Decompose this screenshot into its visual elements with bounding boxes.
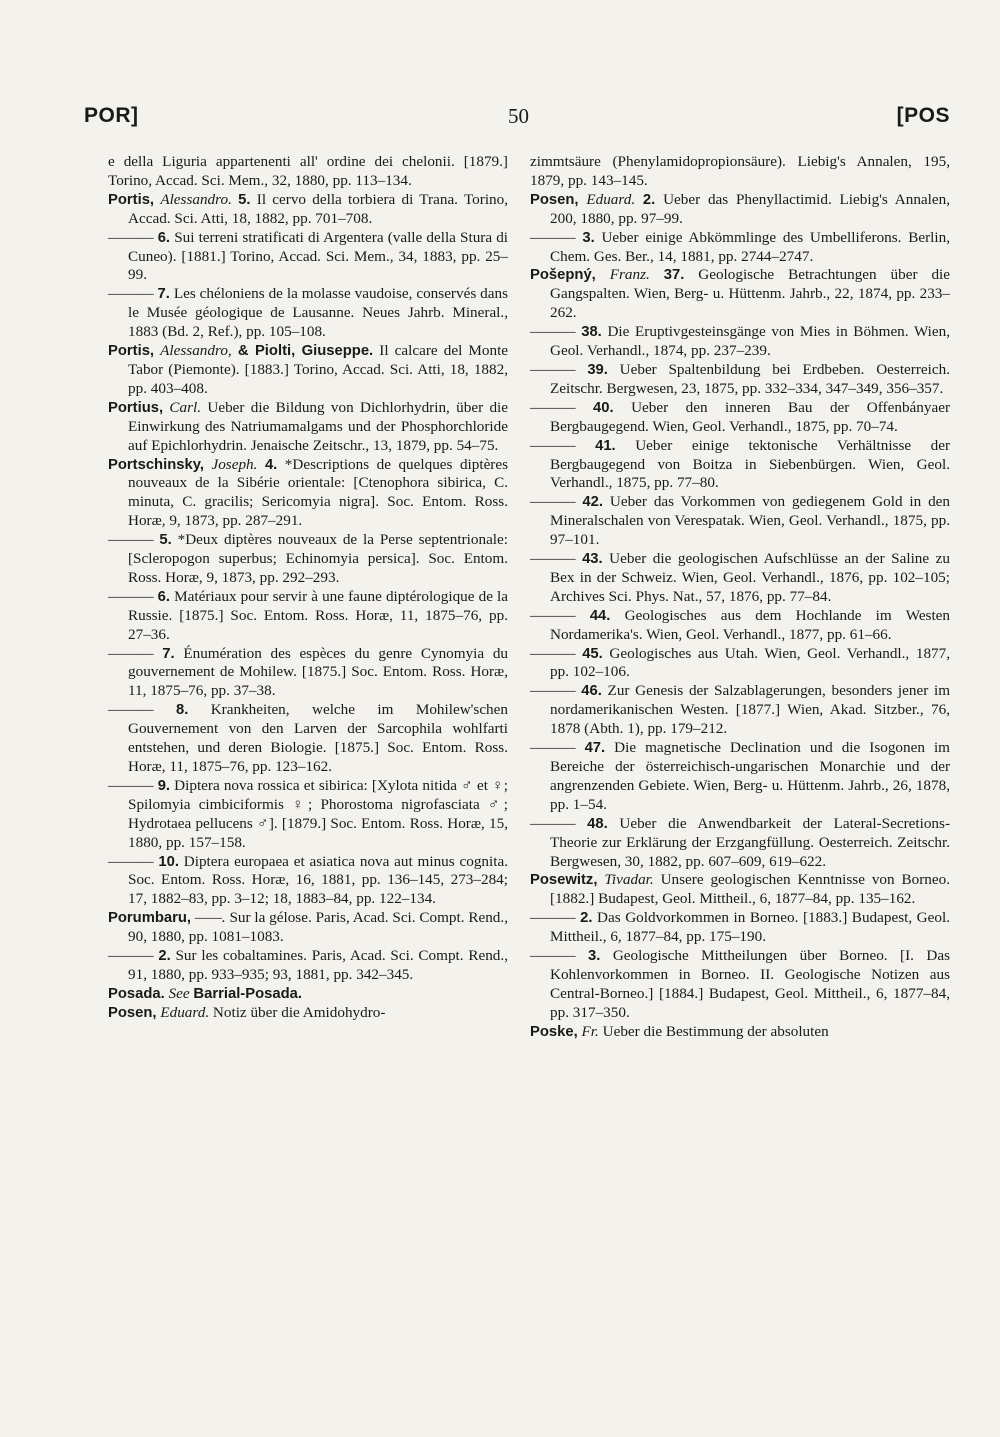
left-column: [108, 153, 508, 1023]
entry-ditto-dash: ———: [530, 360, 576, 378]
entry-number: 7.: [162, 645, 175, 662]
entry-number: 39.: [587, 361, 608, 378]
bibliography-entry: [530, 399, 950, 437]
entry-given-name: ——.: [194, 909, 226, 927]
entry-text: Krankheiten, welche im Mohilew'schen Gouvernement von den Larven der Sarcophila wohlfarti entstehen, und deren Biologie. [1875.] Soc. Entom. Ross. Horæ, 11, 1875–76, pp. 123–162.: [128, 701, 508, 775]
bibliography-entry: [108, 1004, 508, 1023]
entry-text: Die Eruptivgesteinsgänge von Mies in Böhmen. Wien, Geol. Verhandl., 1874, pp. 237–239.: [550, 323, 951, 360]
bibliography-entry: [530, 153, 950, 191]
entry-author: Poske,: [530, 1023, 578, 1040]
entry-ditto-dash: ———: [108, 852, 154, 870]
entry-given-name: Carl.: [169, 398, 202, 416]
entry-text: Geologische Mittheilungen über Borneo. [I. Das Kohlenvorkommen in Borneo. II. Geologische Notizen aus Central-Borneo.] [1884.] Budapest, Geol. Mittheil., 6, 1877–84, pp. 317–350.: [550, 947, 951, 1021]
entry-text: *Descriptions de quelques diptères nouveaux de la Sibérie orientale: [Ctenophora sibirica, C. minuta, C. gracilis; Sericomyia nigra]. Soc. Entom. Ross. Horæ, 9, 1873, pp. 287–291.: [128, 455, 509, 530]
entry-ditto-dash: ———: [530, 398, 576, 416]
entry-text: Sur la gélose. Paris, Acad. Sci. Compt. Rend., 90, 1880, pp. 1081–1083.: [128, 909, 508, 946]
entry-given-name: Alessandro.: [160, 190, 232, 208]
entry-text: Énumération des espèces du genre Cynomyia du gouvernement de Mohilew. [1875.] Soc. Entom. Ross. Horæ, 11, 1875–76, pp. 37–38.: [128, 644, 509, 700]
entry-author: Pošepný,: [530, 267, 596, 284]
entry-number: Barrial-Posada.: [193, 985, 302, 1002]
entry-number: 6.: [157, 588, 171, 605]
entry-number: 8.: [175, 702, 189, 719]
header-right-range: [POS: [896, 104, 950, 127]
entry-given-name: Tivadar.: [604, 871, 654, 889]
entry-number: 45.: [582, 645, 603, 662]
entry-number: 2.: [580, 910, 593, 927]
bibliography-entry: [108, 701, 508, 777]
entry-ditto-dash: ———: [108, 587, 154, 605]
entry-author: Portis,: [108, 343, 155, 360]
bibliography-entry: [108, 909, 508, 947]
entry-number: & Piolti, Giuseppe.: [237, 343, 374, 360]
entry-number: 3.: [582, 229, 595, 246]
entry-text: Matériaux pour servir à une faune diptérologique de la Russie. [1875.] Soc. Entom. Ross. Horæ, 11, 1875–76, pp. 27–36.: [128, 587, 509, 643]
entry-number: 3.: [588, 948, 601, 965]
bibliography-entry: [108, 777, 508, 853]
entry-ditto-dash: ———: [108, 285, 154, 303]
entry-ditto-dash: ———: [530, 493, 576, 511]
bibliography-entry: [530, 947, 950, 1023]
entry-ditto-dash: ———: [108, 531, 154, 549]
entry-given-name: Alessandro,: [160, 342, 232, 360]
entry-ditto-dash: ———: [530, 323, 576, 341]
entry-ditto-dash: ———: [530, 436, 576, 454]
entry-author: Posada.: [108, 985, 165, 1002]
entry-text: Diptera europaea et asiatica nova aut minus cognita. Soc. Entom. Ross. Horæ, 16, 1881, pp. 136–145, 273–284; 17, 1882–83, pp. 3–12; 18, 1883–84, pp. 122–134.: [128, 852, 508, 908]
bibliography-entry: [108, 342, 508, 399]
bibliography-entry: [108, 588, 508, 645]
bibliography-entry: [108, 947, 508, 985]
entry-ditto-dash: ———: [530, 550, 576, 568]
entry-author: Posen,: [530, 191, 579, 208]
entry-given-name: Eduard.: [160, 1003, 210, 1021]
bibliography-entry: [108, 285, 508, 342]
header-left-range: POR]: [84, 104, 139, 127]
entry-text: Les chéloniens de la molasse vaudoise, conservés dans le Musée géologique de Lausanne. Neues Jahrb. Mineral., 1883 (Bd. 2, Ref.), pp. 105–108.: [128, 285, 509, 341]
bibliography-entry: [108, 191, 508, 229]
entry-number: 2.: [642, 191, 656, 208]
entry-text: Ueber einige Abkömmlinge des Umbelliferons. Berlin, Chem. Ges. Ber., 14, 1881, pp. 2744–2747.: [550, 228, 950, 265]
bibliography-entry: [108, 853, 508, 910]
entry-ditto-dash: ———: [530, 814, 576, 832]
entry-number: 40.: [593, 399, 614, 416]
entry-text: Il cervo della torbiera di Trana. Torino, Accad. Sci. Atti, 18, 1882, pp. 701–708.: [128, 190, 509, 227]
page-number: 50: [508, 104, 529, 128]
entry-number: 4.: [264, 456, 278, 473]
bibliography-entry: [530, 437, 950, 494]
entry-given-name: See: [168, 984, 190, 1002]
bibliography-entry: [530, 682, 950, 739]
entry-number: 41.: [595, 437, 616, 454]
bibliography-entry: [108, 531, 508, 588]
entry-text: Geologisches aus dem Hochlande im Westen Nordamerika's. Wien, Geol. Verhandl., 1877, pp. 61–66.: [550, 606, 951, 643]
entry-ditto-dash: ———: [108, 947, 154, 965]
entry-text: Das Goldvorkommen in Borneo. [1883.] Budapest, Geol. Mittheil., 6, 1877–84, pp. 175–190.: [550, 909, 951, 946]
entry-text: Ueber einige tektonische Verhältnisse der Bergbaugegend von Boitza in Siebenbürgen. Wien, Geol. Verhandl., 1875, pp. 77–80.: [550, 436, 951, 492]
entry-author: Portis,: [108, 191, 155, 208]
bibliography-entry: [530, 361, 950, 399]
bibliography-entry: [530, 1023, 950, 1042]
entry-text: Ueber Spaltenbildung bei Erdbeben. Oesterreich. Zeitschr. Bergwesen, 23, 1875, pp. 332–334, 347–349, 356–357.: [550, 360, 951, 397]
bibliography-entry: [108, 985, 508, 1004]
entry-given-name: Franz.: [609, 266, 650, 284]
entry-text: Geologische Betrachtungen über die Gangspalten. Wien, Berg- u. Hüttenm. Jahrb., 22, 1874, pp. 233–262.: [550, 266, 951, 322]
entry-ditto-dash: ———: [530, 228, 576, 246]
entry-author: Posewitz,: [530, 872, 598, 889]
entry-ditto-dash: ———: [108, 701, 154, 719]
right-column: [530, 153, 950, 1042]
entry-text: Geologisches aus Utah. Wien, Geol. Verhandl., 1877, pp. 102–106.: [550, 644, 951, 681]
bibliography-entry: [530, 645, 950, 683]
entry-text: Ueber die Bestimmung der absoluten: [602, 1022, 829, 1040]
entry-given-name: Fr.: [581, 1022, 599, 1040]
bibliography-entry: [530, 607, 950, 645]
entry-number: 38.: [581, 324, 602, 341]
entry-number: 5.: [238, 191, 251, 208]
entry-number: 44.: [589, 607, 611, 624]
bibliography-entry: [108, 456, 508, 532]
entry-text: Ueber das Phenyllactimid. Liebig's Annalen, 200, 1880, pp. 97–99.: [550, 190, 951, 227]
bibliography-entry: [530, 493, 950, 550]
entry-ditto-dash: ———: [530, 947, 576, 965]
entry-author: Porumbaru,: [108, 910, 192, 927]
bibliography-entry: [108, 229, 508, 286]
entry-ditto-dash: ———: [530, 606, 576, 624]
entry-ditto-dash: ———: [108, 644, 154, 662]
entry-author: Posen,: [108, 1004, 157, 1021]
entry-given-name: Eduard.: [586, 190, 636, 208]
entry-number: 37.: [663, 267, 685, 284]
entry-number: 2.: [158, 948, 171, 965]
entry-text: Notiz über die Amidohydro-: [212, 1003, 386, 1021]
entry-text: Die magnetische Declination und die Isogonen im Bereiche der österreichisch-ungarischen Monarchie und der angrenzenden Gebiete. Wien, Berg- u. Hüttenm. Jahrb., 26, 1878, pp. 1–54.: [550, 739, 950, 813]
entry-text: Sui terreni stratificati di Argentera (valle della Stura di Cuneo). [1881.] Torino, Accad. Sci. Mem., 34, 1883, pp. 25–99.: [128, 228, 509, 284]
entry-text: Ueber die geologischen Aufschlüsse an der Saline zu Bex in der Schweiz. Wien, Geol. Verhandl., 1876, pp. 102–105; Archives Sci. Phys. Nat., 57, 1876, pp. 77–84.: [550, 550, 950, 605]
bibliography-entry: [530, 229, 950, 267]
bibliography-entry: [530, 815, 950, 872]
bibliography-entry: [530, 871, 950, 909]
bibliography-entry: [530, 909, 950, 947]
bibliography-entry: [530, 739, 950, 815]
entry-text: Sur les cobaltamines. Paris, Acad. Sci. Compt. Rend., 91, 1880, pp. 933–935; 93, 1881, pp. 342–345.: [128, 947, 508, 983]
entry-text: Zur Genesis der Salzablagerungen, besonders jener im nordamerikanischen Westen. [1877.] Wien, Akad. Sitzber., 76, 1878 (Abth. 1), pp. 179–212.: [550, 682, 951, 738]
entry-number: 5.: [159, 532, 172, 549]
entry-number: 6.: [157, 229, 171, 246]
entry-ditto-dash: ———: [530, 909, 576, 927]
entry-number: 9.: [157, 777, 171, 794]
entry-text: Ueber die Bildung von Dichlorhydrin, über die Einwirkung des Natriumamalgams und der Phosphorchloride auf Epichlorhydrin. Jenaische Zeitschr., 13, 1879, pp. 54–75.: [128, 398, 509, 454]
entry-ditto-dash: ———: [108, 776, 154, 794]
entry-ditto-dash: ———: [530, 739, 576, 757]
page-header: [84, 104, 950, 134]
entry-text: e della Liguria appartenenti all' ordine dei chelonii. [1879.] Torino, Accad. Sci. Mem., 32, 1880, pp. 113–134.: [108, 153, 508, 189]
entry-text: Unsere geologischen Kenntnisse von Borneo. [1882.] Budapest, Geol. Mittheil., 6, 1877–84, pp. 135–162.: [550, 871, 950, 908]
entry-given-name: Joseph.: [211, 455, 258, 473]
entry-author: Portschinsky,: [108, 456, 204, 473]
entry-text: zimmtsäure (Phenylamidopropionsäure). Liebig's Annalen, 195, 1879, pp. 143–145.: [530, 153, 950, 189]
bibliography-entry: [530, 323, 950, 361]
bibliography-entry: [530, 266, 950, 323]
entry-number: 47.: [584, 740, 606, 757]
entry-number: 43.: [582, 551, 603, 568]
entry-ditto-dash: ———: [108, 228, 154, 246]
entry-ditto-dash: ———: [530, 682, 576, 700]
entry-text: Ueber die Anwendbarkeit der Lateral-Secretions-Theorie zur Erklärung der Erzgangfüllung. Oesterreich. Zeitschr. Bergwesen, 30, 1882, pp. 607–609, 619–622.: [550, 814, 950, 870]
entry-number: 10.: [158, 853, 179, 870]
bibliography-entry: [108, 645, 508, 702]
entry-text: Il calcare del Monte Tabor (Piemonte). [1883.] Torino, Accad. Sci. Atti, 18, 1882, pp. 403–408.: [128, 342, 509, 397]
bibliography-entry: [108, 399, 508, 456]
entry-text: Diptera nova rossica et sibirica: [Xylota nitida ♂ et ♀; Spilomyia cimbiciformis ♀; Phorostoma nigrofasciata ♂; Hydrotaea pellucens ♂]. [1879.] Soc. Entom. Ross. Horæ, 15, 1880, pp. 157–158.: [128, 776, 508, 851]
entry-text: *Deux diptères nouveaux de la Perse septentrionale: [Scleropogon superbus; Echinomyia persica]. Soc. Entom. Ross. Horæ, 9, 1873, pp. 292–293.: [128, 531, 508, 586]
entry-number: 46.: [581, 683, 602, 700]
entry-ditto-dash: ———: [530, 644, 576, 662]
bibliography-entry: [530, 191, 950, 229]
entry-number: 42.: [582, 494, 603, 511]
entry-author: Portius,: [108, 399, 164, 416]
bibliography-entry: [108, 153, 508, 191]
entry-number: 48.: [587, 815, 608, 832]
entry-text: Ueber den inneren Bau der Offenbányaer Bergbaugegend. Wien, Geol. Verhandl., 1875, pp. 70–74.: [550, 398, 951, 435]
bibliography-entry: [530, 550, 950, 607]
entry-number: 7.: [157, 286, 170, 303]
entry-text: Ueber das Vorkommen von gediegenem Gold in den Mineralschalen von Verespatak. Wien, Geol. Verhandl., 1875, pp. 97–101.: [550, 493, 951, 549]
